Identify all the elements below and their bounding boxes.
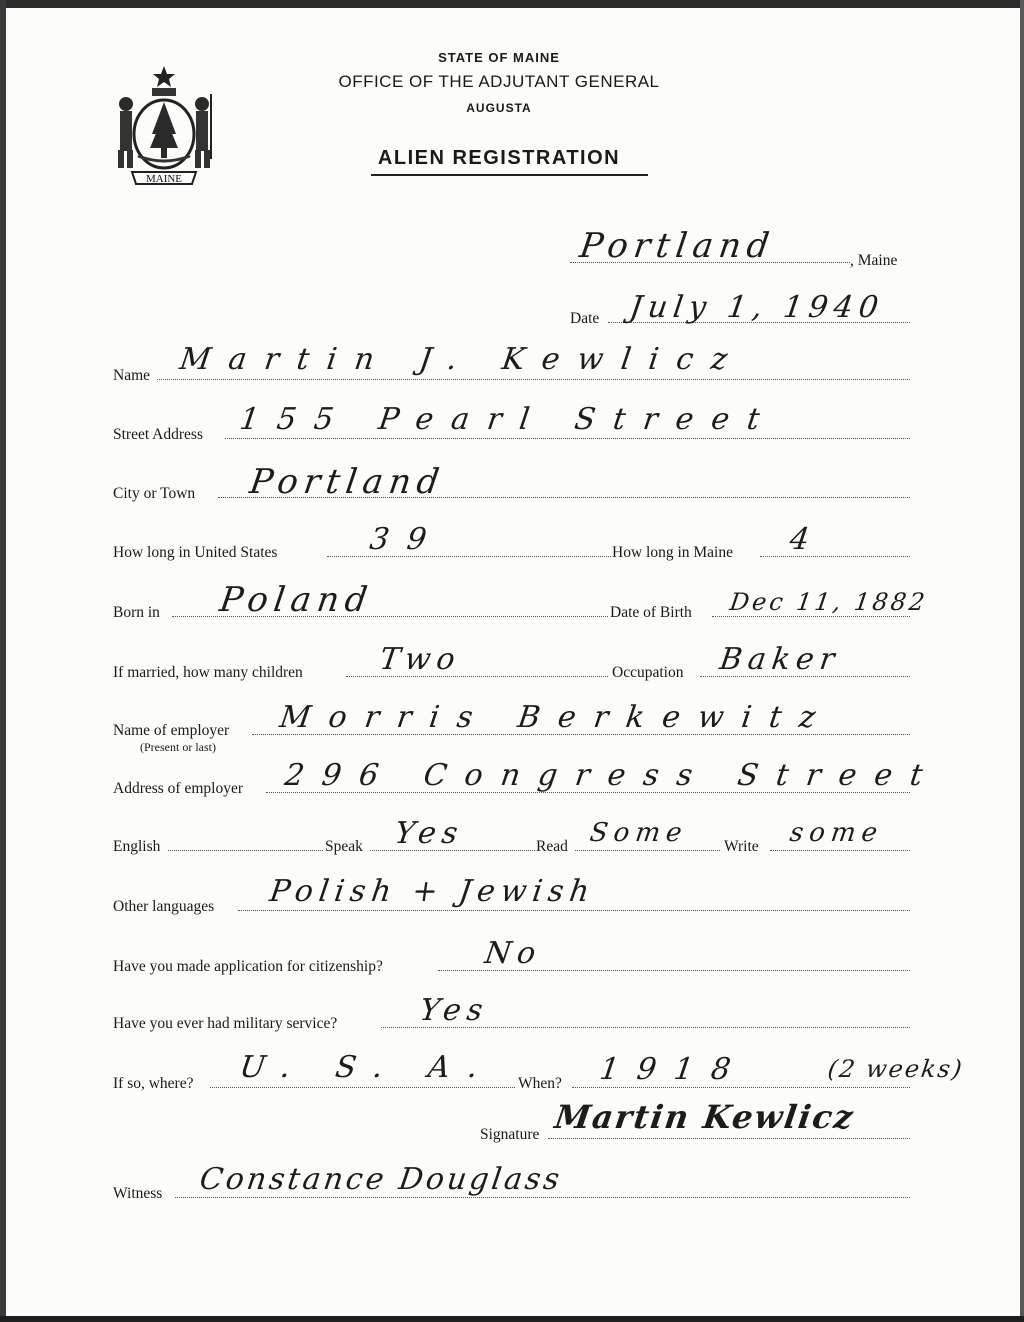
- date-of-birth-line: [712, 616, 910, 617]
- scan-border-bottom: [0, 1316, 1024, 1322]
- citizenship-label: Have you made application for citizenship?: [113, 958, 383, 975]
- other-languages-label: Other languages: [113, 898, 215, 915]
- read-value: Some: [587, 818, 690, 848]
- town-value: Portland: [577, 226, 778, 266]
- date-label: Date: [570, 310, 600, 327]
- how-long-maine-value: 4: [787, 522, 818, 557]
- date-of-birth-value: Dec 11, 1882: [728, 588, 930, 616]
- signature-value: Martin Kewlicz: [552, 1098, 858, 1136]
- english-label: English: [113, 838, 161, 855]
- name-label: Name: [113, 367, 151, 384]
- when-note: (2 weeks): [826, 1055, 966, 1083]
- occupation-value: Baker: [717, 642, 843, 677]
- street-address-line: [225, 438, 910, 439]
- date-of-birth-label: Date of Birth: [610, 604, 692, 621]
- witness-line: [175, 1197, 910, 1198]
- when-label: When?: [518, 1075, 562, 1092]
- title-underline: [371, 174, 648, 176]
- name-line: [157, 379, 910, 380]
- state-heading: STATE OF MAINE: [438, 50, 560, 65]
- employer-label: Name of employer: [113, 722, 230, 739]
- city-or-town-label: City or Town: [113, 485, 196, 502]
- street-address-value: 155 Pearl Street: [237, 402, 780, 437]
- how-long-maine-line: [760, 556, 910, 557]
- born-in-label: Born in: [113, 604, 160, 621]
- write-value: some: [787, 818, 886, 848]
- children-label: If married, how many children: [113, 664, 303, 681]
- born-in-value: Poland: [217, 580, 376, 620]
- witness-label: Witness: [113, 1185, 163, 1202]
- english-line: [168, 850, 323, 851]
- how-long-us-value: 39: [367, 522, 447, 557]
- read-line: [575, 850, 720, 851]
- children-value: Two: [377, 642, 464, 677]
- write-line: [770, 850, 910, 851]
- city-or-town-value: Portland: [247, 462, 448, 502]
- scan-border-top: [0, 0, 1024, 8]
- scan-border-right: [1020, 0, 1024, 1322]
- maine-label: , Maine: [850, 252, 898, 269]
- name-value: Martin J. Kewlicz: [177, 342, 748, 377]
- speak-value: Yes: [392, 816, 466, 851]
- military-value: Yes: [417, 993, 491, 1028]
- occupation-label: Occupation: [612, 664, 684, 681]
- employer-address-label: Address of employer: [113, 780, 243, 797]
- other-languages-value: Polish + Jewish: [267, 874, 598, 909]
- how-long-us-label: How long in United States: [113, 544, 278, 561]
- employer-note: (Present or last): [140, 740, 216, 754]
- where-label: If so, where?: [113, 1075, 194, 1092]
- where-line: [210, 1087, 515, 1088]
- when-value: 1918: [597, 1052, 751, 1087]
- other-languages-line: [238, 910, 910, 911]
- read-label: Read: [536, 838, 568, 855]
- employer-address-value: 296 Congress Street: [282, 758, 943, 793]
- city-heading: AUGUSTA: [466, 101, 532, 115]
- where-value: U. S. A.: [237, 1050, 498, 1085]
- how-long-maine-label: How long in Maine: [612, 544, 733, 561]
- date-value: July 1, 1940: [627, 290, 887, 325]
- witness-value: Constance Douglass: [197, 1162, 565, 1197]
- when-line: [572, 1087, 910, 1088]
- street-address-label: Street Address: [113, 426, 203, 443]
- signature-line: [548, 1138, 910, 1139]
- military-label: Have you ever had military service?: [113, 1015, 338, 1032]
- svg-text:MAINE: MAINE: [145, 173, 183, 185]
- write-label: Write: [724, 838, 759, 855]
- citizenship-value: No: [482, 936, 544, 971]
- employer-value: Morris Berkewitz: [277, 700, 836, 735]
- form-title: ALIEN REGISTRATION: [377, 147, 621, 169]
- office-heading: OFFICE OF THE ADJUTANT GENERAL: [338, 72, 660, 91]
- speak-label: Speak: [325, 838, 363, 855]
- scan-border-left: [0, 0, 6, 1322]
- signature-label: Signature: [480, 1126, 540, 1143]
